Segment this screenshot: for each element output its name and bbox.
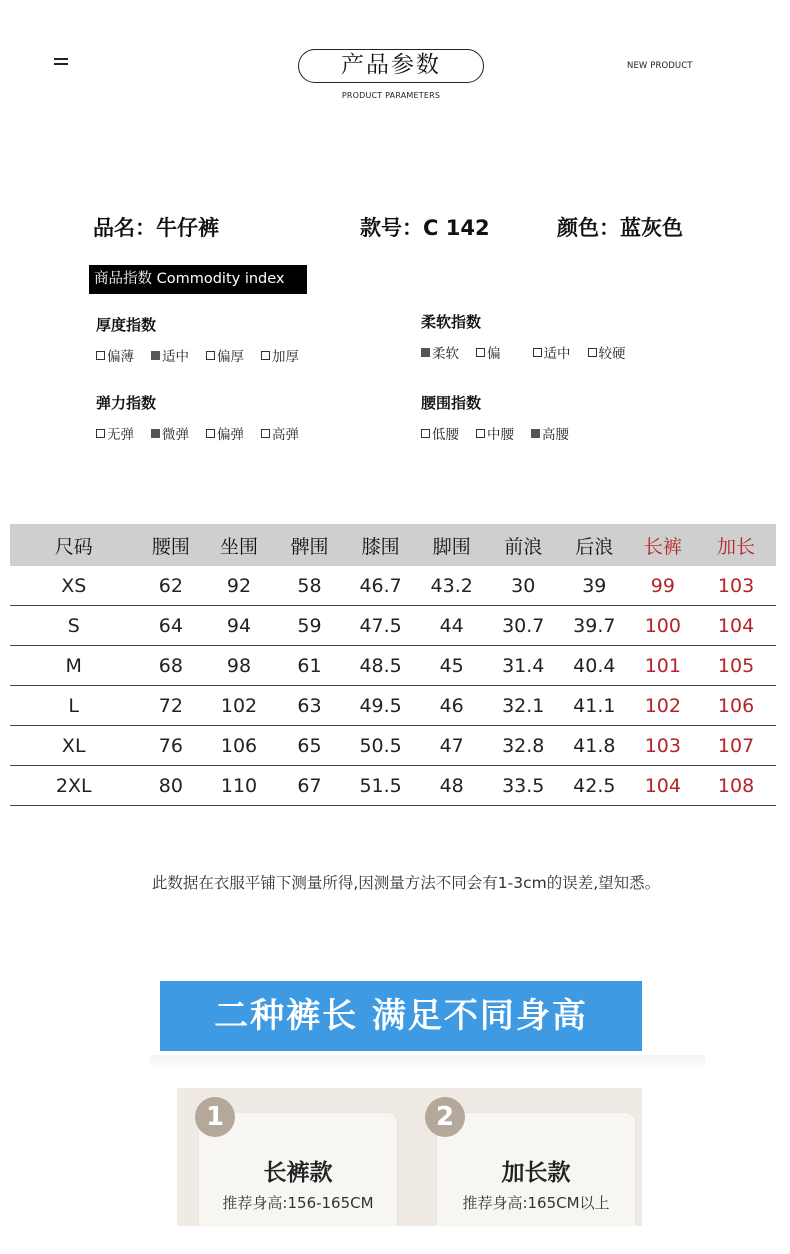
checkbox[interactable] [96,429,105,438]
option-label: 无弹 [107,427,134,443]
card-title: 加长款 [501,1160,571,1186]
checkbox[interactable] [476,348,485,357]
table-cell: 46 [416,686,488,726]
table-cell: 108 [696,766,776,806]
table-cell: 106 [696,686,776,726]
table-cell: 72 [137,686,204,726]
option-label: 适中 [543,346,571,362]
column-header: 髀围 [274,524,346,566]
table-cell: 110 [204,766,273,806]
option-label: 柔软 [432,346,459,362]
table-cell: 46.7 [345,566,416,606]
table-cell: 64 [137,606,204,646]
product-color: 颜色：蓝灰色 [557,216,683,240]
option[interactable] [533,342,571,362]
option-label: 较硬 [598,346,626,362]
table-cell: 30 [487,566,559,606]
column-header: 坐围 [204,524,273,566]
table-cell: 102 [204,686,273,726]
page-subtitle: PRODUCT PARAMETERS [341,91,441,100]
option-label: 偏厚 [217,349,244,365]
column-header: 前浪 [487,524,559,566]
new-product-label: NEW PRODUCT [627,61,693,71]
table-cell: 102 [630,686,697,726]
table-cell: 106 [204,726,273,766]
table-cell: 47 [416,726,488,766]
option[interactable] [476,423,514,443]
table-cell: 103 [696,566,776,606]
table-cell: 45 [416,646,488,686]
table-cell: 50.5 [345,726,416,766]
checkbox[interactable] [421,429,430,438]
page-title: 产品参数 [298,49,484,83]
option[interactable] [261,345,299,365]
option[interactable] [206,423,244,443]
table-cell: 100 [630,606,697,646]
number-badge: 2 [425,1097,465,1137]
table-row [10,646,776,686]
number-badge: 1 [195,1097,235,1137]
checkbox[interactable] [96,351,105,360]
checkbox[interactable] [206,429,215,438]
column-header: 加长 [696,524,776,566]
table-cell: 47.5 [345,606,416,646]
table-cell: S [10,606,137,646]
checkbox-checked[interactable] [531,429,540,438]
table-cell: 65 [274,726,346,766]
table-cell: 30.7 [487,606,559,646]
table-cell: 62 [137,566,204,606]
option-label: 低腰 [432,427,459,443]
option-label: 中腰 [487,427,514,443]
option[interactable] [421,423,459,443]
length-banner: 二种裤长 满足不同身高 [160,981,642,1051]
attr-elasticity [96,392,316,443]
table-cell: 104 [696,606,776,646]
option[interactable] [151,345,189,365]
table-cell: 105 [696,646,776,686]
table-cell: 104 [630,766,697,806]
table-row [10,726,776,766]
column-header: 长裤 [630,524,697,566]
checkbox[interactable] [588,348,597,357]
option-label: 适中 [162,349,189,365]
table-cell: 103 [630,726,697,766]
checkbox[interactable] [261,351,270,360]
option-label: 偏 [487,346,501,362]
table-cell: M [10,646,137,686]
checkbox[interactable] [206,351,215,360]
checkbox-checked[interactable] [421,348,430,357]
table-cell: 48.5 [345,646,416,686]
table-cell: 67 [274,766,346,806]
menu-icon[interactable] [54,58,68,69]
table-row [10,606,776,646]
option-label: 加厚 [272,349,299,365]
column-header: 脚围 [416,524,488,566]
table-cell: 76 [137,726,204,766]
option-label: 微弹 [162,427,189,443]
table-cell: 33.5 [487,766,559,806]
table-cell: 92 [204,566,273,606]
table-cell: 61 [274,646,346,686]
table-cell: XL [10,726,137,766]
size-table [10,524,776,806]
table-cell: 32.8 [487,726,559,766]
attr-thickness [96,314,316,365]
table-cell: 42.5 [559,766,630,806]
attr-title: 腰围指数 [421,394,482,412]
table-cell: XS [10,566,137,606]
table-cell: 107 [696,726,776,766]
checkbox-checked[interactable] [151,429,160,438]
attr-title: 厚度指数 [96,316,157,334]
product-name: 品名：牛仔裤 [93,216,219,240]
table-cell: 51.5 [345,766,416,806]
banner-shadow [150,1055,705,1069]
option[interactable] [96,423,134,443]
checkbox[interactable] [261,429,270,438]
column-header: 膝围 [345,524,416,566]
table-cell: 43.2 [416,566,488,606]
table-cell: 49.5 [345,686,416,726]
card-title: 长裤款 [263,1160,333,1186]
option[interactable] [206,345,244,365]
option[interactable] [531,423,569,443]
table-cell: 44 [416,606,488,646]
commodity-index-banner: 商品指数 Commodity index [89,265,307,294]
option[interactable] [151,423,189,443]
checkbox[interactable] [533,348,542,357]
table-row [10,566,776,606]
option[interactable] [261,423,299,443]
table-cell: 98 [204,646,273,686]
option[interactable] [588,342,626,362]
table-cell: 41.8 [559,726,630,766]
table-cell: 2XL [10,766,137,806]
table-cell: 80 [137,766,204,806]
measurement-note: 此数据在衣服平铺下测量所得,因测量方法不同会有1-3cm的误差,望知悉。 [151,874,661,892]
option-label: 偏弹 [217,427,244,443]
checkbox-checked[interactable] [151,351,160,360]
attr-waist [421,392,586,443]
attr-title: 弹力指数 [96,394,157,412]
column-header: 腰围 [137,524,204,566]
table-cell: 58 [274,566,346,606]
table-cell: 94 [204,606,273,646]
table-cell: 63 [274,686,346,726]
option[interactable] [421,342,459,362]
option-label: 偏薄 [107,349,134,365]
table-cell: 41.1 [559,686,630,726]
option-label: 高腰 [542,427,569,443]
table-cell: 39.7 [559,606,630,646]
column-header: 后浪 [559,524,630,566]
table-cell: 48 [416,766,488,806]
checkbox[interactable] [476,429,485,438]
table-cell: 68 [137,646,204,686]
table-cell: 59 [274,606,346,646]
product-code: 款号：C 142 [360,216,490,240]
card-subtitle: 推荐身高:156-165CM [222,1194,374,1212]
option-label: 高弹 [272,427,299,443]
table-cell: 40.4 [559,646,630,686]
table-header-row [10,524,776,566]
table-cell: 99 [630,566,697,606]
table-cell: 101 [630,646,697,686]
table-cell: 31.4 [487,646,559,686]
table-cell: L [10,686,137,726]
table-cell: 39 [559,566,630,606]
attr-title: 柔软指数 [421,313,482,331]
table-row [10,686,776,726]
column-header: 尺码 [10,524,137,566]
option[interactable] [96,345,134,365]
table-cell: 32.1 [487,686,559,726]
option[interactable] [476,342,501,362]
attr-softness [421,311,643,362]
card-subtitle: 推荐身高:165CM以上 [462,1194,610,1212]
table-row [10,766,776,806]
